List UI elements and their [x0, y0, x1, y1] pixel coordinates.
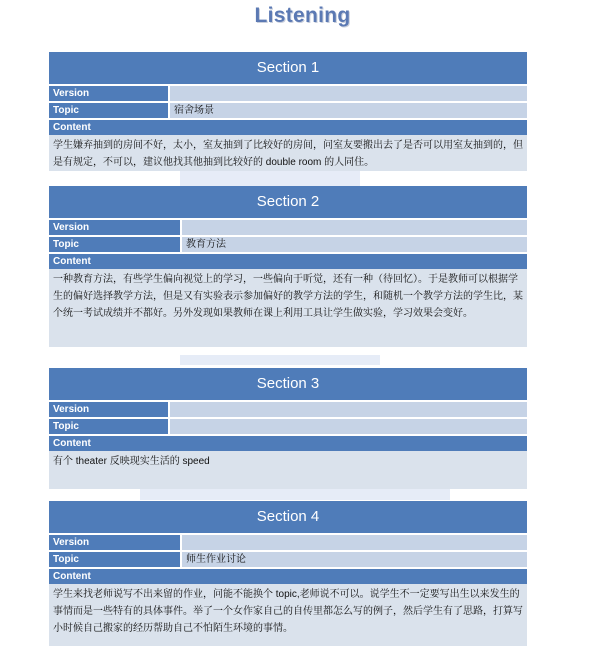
- content-text: 学生来找老师说写不出来留的作业，问能不能换个 topic,老师说不可以。说学生不一定要写出生以来发生的事情而是一些特有的具体事件。举了一个女作家自己的自传里都怎么写的例子，然后学生有了思路，打算写小时候自己搬家的经历帮助自己不怕陌生环境的事情。: [49, 584, 527, 646]
- topic-label: Topic: [49, 419, 170, 434]
- version-row: [49, 86, 527, 103]
- version-value: [182, 535, 527, 550]
- version-label: Version: [49, 402, 170, 417]
- topic-value: [170, 419, 527, 434]
- page-title: Listening: [254, 4, 351, 27]
- version-row: [49, 535, 527, 552]
- section-header: Section 3: [49, 368, 527, 402]
- version-label: Version: [49, 535, 182, 550]
- content-text: 有个 theater 反映现实生活的 speed: [49, 451, 527, 489]
- topic-label: Topic: [49, 237, 182, 252]
- version-label: Version: [49, 86, 170, 101]
- topic-row: [49, 419, 527, 436]
- topic-row: [49, 552, 527, 569]
- section-header: Section 1: [49, 52, 527, 86]
- watermark-shape-mid: [180, 355, 380, 365]
- version-row: [49, 402, 527, 419]
- topic-row: [49, 237, 527, 254]
- section-4: [49, 501, 527, 646]
- topic-value: 师生作业讨论: [182, 552, 527, 567]
- version-value: [170, 402, 527, 417]
- content-label: Content: [49, 569, 527, 584]
- content-label: Content: [49, 120, 527, 135]
- topic-row: [49, 103, 527, 120]
- content-text: 学生嫌弃抽到的房间不好，太小，室友抽到了比较好的房间，问室友要搬出去了是否可以用室友抽到的，但是有规定，不可以，建议他找其他抽到比较好的 double room 的人同住。: [49, 135, 527, 171]
- topic-value: 教育方法: [182, 237, 527, 252]
- section-header: Section 2: [49, 186, 527, 220]
- section-2: [49, 186, 527, 347]
- version-label: Version: [49, 220, 182, 235]
- content-text: 一种教育方法，有些学生偏向视觉上的学习，一些偏向于听觉，还有一种（待回忆）。于是教师可以根据学生的偏好选择教学方法，但是又有实验表示参加偏好的教学方法的学生，和随机一个教学方法的学生比，某个统一考试成绩并不都好。另外发现如果教师在课上利用工具让学生做实验，学习效果会变好。: [49, 269, 527, 347]
- content-label: Content: [49, 436, 527, 451]
- topic-value: 宿舍场景: [170, 103, 527, 118]
- topic-label: Topic: [49, 552, 182, 567]
- topic-label: Topic: [49, 103, 170, 118]
- version-row: [49, 220, 527, 237]
- content-label: Content: [49, 254, 527, 269]
- section-3: [49, 368, 527, 489]
- section-header: Section 4: [49, 501, 527, 535]
- version-value: [182, 220, 527, 235]
- version-value: [170, 86, 527, 101]
- section-1: [49, 52, 527, 171]
